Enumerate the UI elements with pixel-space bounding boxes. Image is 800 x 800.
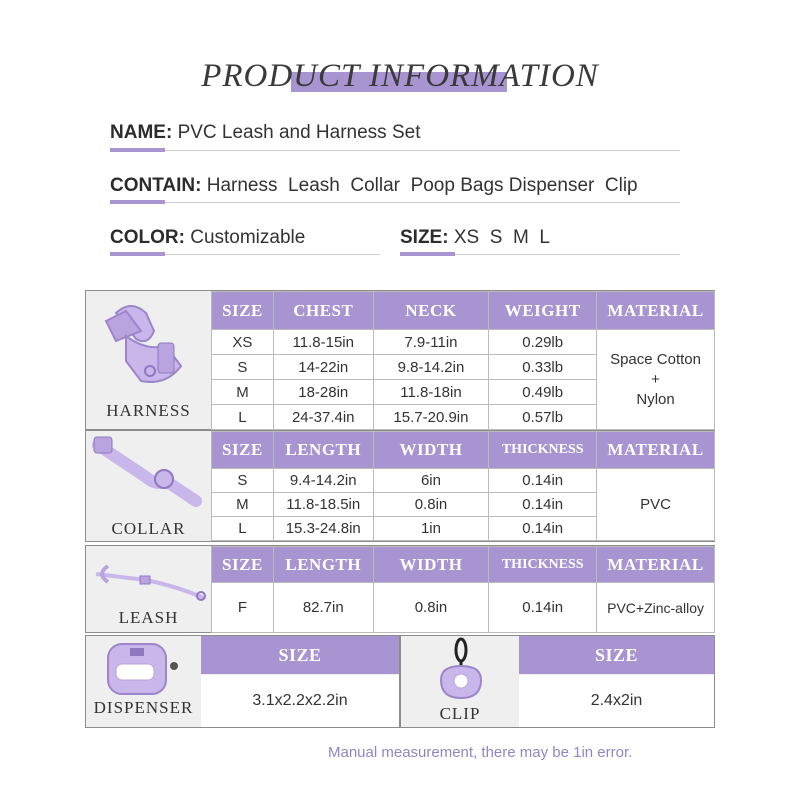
clip-size-value: 2.4x2in	[519, 675, 714, 727]
harness-cell: 9.8-14.2in	[373, 355, 489, 380]
leash-table	[211, 546, 715, 633]
harness-th-size: SIZE	[212, 292, 274, 330]
collar-th-thickness: THICKNESS	[489, 432, 597, 469]
harness-caption: HARNESS	[106, 401, 191, 420]
collar-cell: 6in	[373, 469, 489, 493]
dispenser-panel	[85, 635, 400, 728]
collar-cell: 0.14in	[489, 517, 597, 541]
collar-panel	[85, 430, 715, 542]
dispenser-caption: DISPENSER	[93, 698, 194, 717]
name-value: PVC Leash and Harness Set	[177, 122, 421, 143]
harness-th-neck: NECK	[373, 292, 489, 330]
harness-th-weight: WEIGHT	[489, 292, 597, 330]
leash-cell: 0.8in	[373, 583, 489, 633]
collar-th-width: WIDTH	[373, 432, 489, 469]
harness-cell: 14-22in	[273, 355, 373, 380]
harness-cell: 0.57lb	[489, 405, 597, 430]
collar-cell: 0.8in	[373, 493, 489, 517]
leash-cell: 82.7in	[273, 583, 373, 633]
harness-image	[86, 291, 211, 401]
size-underline-accent	[400, 252, 455, 256]
name-underline-accent	[110, 148, 165, 152]
dispenser-size-header: SIZE	[201, 636, 399, 674]
leash-cell: 0.14in	[489, 583, 597, 633]
name-underline	[110, 150, 680, 151]
leash-cell: PVC+Zinc-alloy	[597, 583, 715, 633]
contain-underline	[110, 202, 680, 203]
dispenser-size-value: 3.1x2.2x2.2in	[201, 675, 399, 727]
name-row	[110, 122, 420, 144]
harness-cell: L	[212, 405, 274, 430]
leash-panel	[85, 545, 715, 633]
leash-th-thickness: THICKNESS	[489, 547, 597, 583]
harness-cell: 11.8-15in	[273, 330, 373, 355]
clip-image	[401, 636, 519, 702]
collar-cell: 9.4-14.2in	[273, 469, 373, 493]
leash-cell: F	[212, 583, 274, 633]
contain-underline-accent	[110, 200, 165, 204]
collar-cell: 0.14in	[489, 469, 597, 493]
table-row	[212, 583, 715, 633]
table-row	[212, 330, 715, 355]
page-title: PRODUCT INFORMATION	[201, 58, 599, 94]
collar-cell: 1in	[373, 517, 489, 541]
harness-cell: 11.8-18in	[373, 380, 489, 405]
leash-th-length: LENGTH	[273, 547, 373, 583]
collar-cell: 11.8-18.5in	[273, 493, 373, 517]
title-block	[0, 58, 800, 100]
collar-table	[211, 431, 715, 541]
harness-material-1: Space Cotton	[610, 350, 701, 368]
collar-th-size: SIZE	[212, 432, 274, 469]
harness-panel	[85, 290, 715, 430]
name-key: NAME:	[110, 122, 173, 143]
harness-th-chest: CHEST	[273, 292, 373, 330]
harness-cell: 18-28in	[273, 380, 373, 405]
harness-cell: S	[212, 355, 274, 380]
dispenser-image	[86, 636, 201, 698]
collar-material-cell: PVC	[597, 469, 715, 541]
contain-row	[110, 175, 638, 197]
measurement-note: Manual measurement, there may be 1in error.	[328, 744, 633, 761]
collar-image-cell	[86, 431, 211, 541]
clip-image-cell	[401, 636, 519, 727]
contain-key: CONTAIN:	[110, 175, 202, 196]
clip-panel	[400, 635, 715, 728]
harness-cell: 0.49lb	[489, 380, 597, 405]
harness-cell: 15.7-20.9in	[373, 405, 489, 430]
size-row	[400, 227, 550, 249]
color-row	[110, 227, 305, 249]
leash-th-width: WIDTH	[373, 547, 489, 583]
collar-cell: M	[212, 493, 274, 517]
collar-caption: COLLAR	[111, 519, 186, 538]
collar-cell: L	[212, 517, 274, 541]
clip-caption: CLIP	[439, 704, 481, 723]
size-value: XS S M L	[453, 227, 550, 248]
harness-table	[211, 291, 715, 430]
harness-material-2: +	[651, 370, 660, 388]
harness-material-3: Nylon	[636, 390, 675, 408]
color-underline-accent	[110, 252, 165, 256]
collar-cell: S	[212, 469, 274, 493]
table-row	[212, 469, 715, 493]
contain-value: Harness Leash Collar Poop Bags Dispenser Clip	[206, 175, 638, 196]
clip-size-header: SIZE	[519, 636, 714, 674]
color-key: COLOR:	[110, 227, 185, 248]
leash-th-size: SIZE	[212, 547, 274, 583]
harness-cell: 0.29lb	[489, 330, 597, 355]
harness-cell: 0.33lb	[489, 355, 597, 380]
collar-cell: 15.3-24.8in	[273, 517, 373, 541]
collar-image	[86, 431, 211, 515]
harness-th-material: MATERIAL	[597, 292, 715, 330]
harness-cell: M	[212, 380, 274, 405]
dispenser-image-cell	[86, 636, 201, 727]
harness-image-cell	[86, 291, 211, 429]
collar-th-length: LENGTH	[273, 432, 373, 469]
color-value: Customizable	[190, 227, 306, 248]
harness-material-cell	[597, 330, 715, 430]
leash-caption: LEASH	[118, 608, 179, 627]
collar-th-material: MATERIAL	[597, 432, 715, 469]
leash-image-cell	[86, 546, 211, 632]
leash-image	[86, 546, 211, 606]
leash-th-material: MATERIAL	[597, 547, 715, 583]
harness-cell: 24-37.4in	[273, 405, 373, 430]
size-key: SIZE:	[400, 227, 449, 248]
harness-cell: 7.9-11in	[373, 330, 489, 355]
harness-cell: XS	[212, 330, 274, 355]
collar-cell: 0.14in	[489, 493, 597, 517]
